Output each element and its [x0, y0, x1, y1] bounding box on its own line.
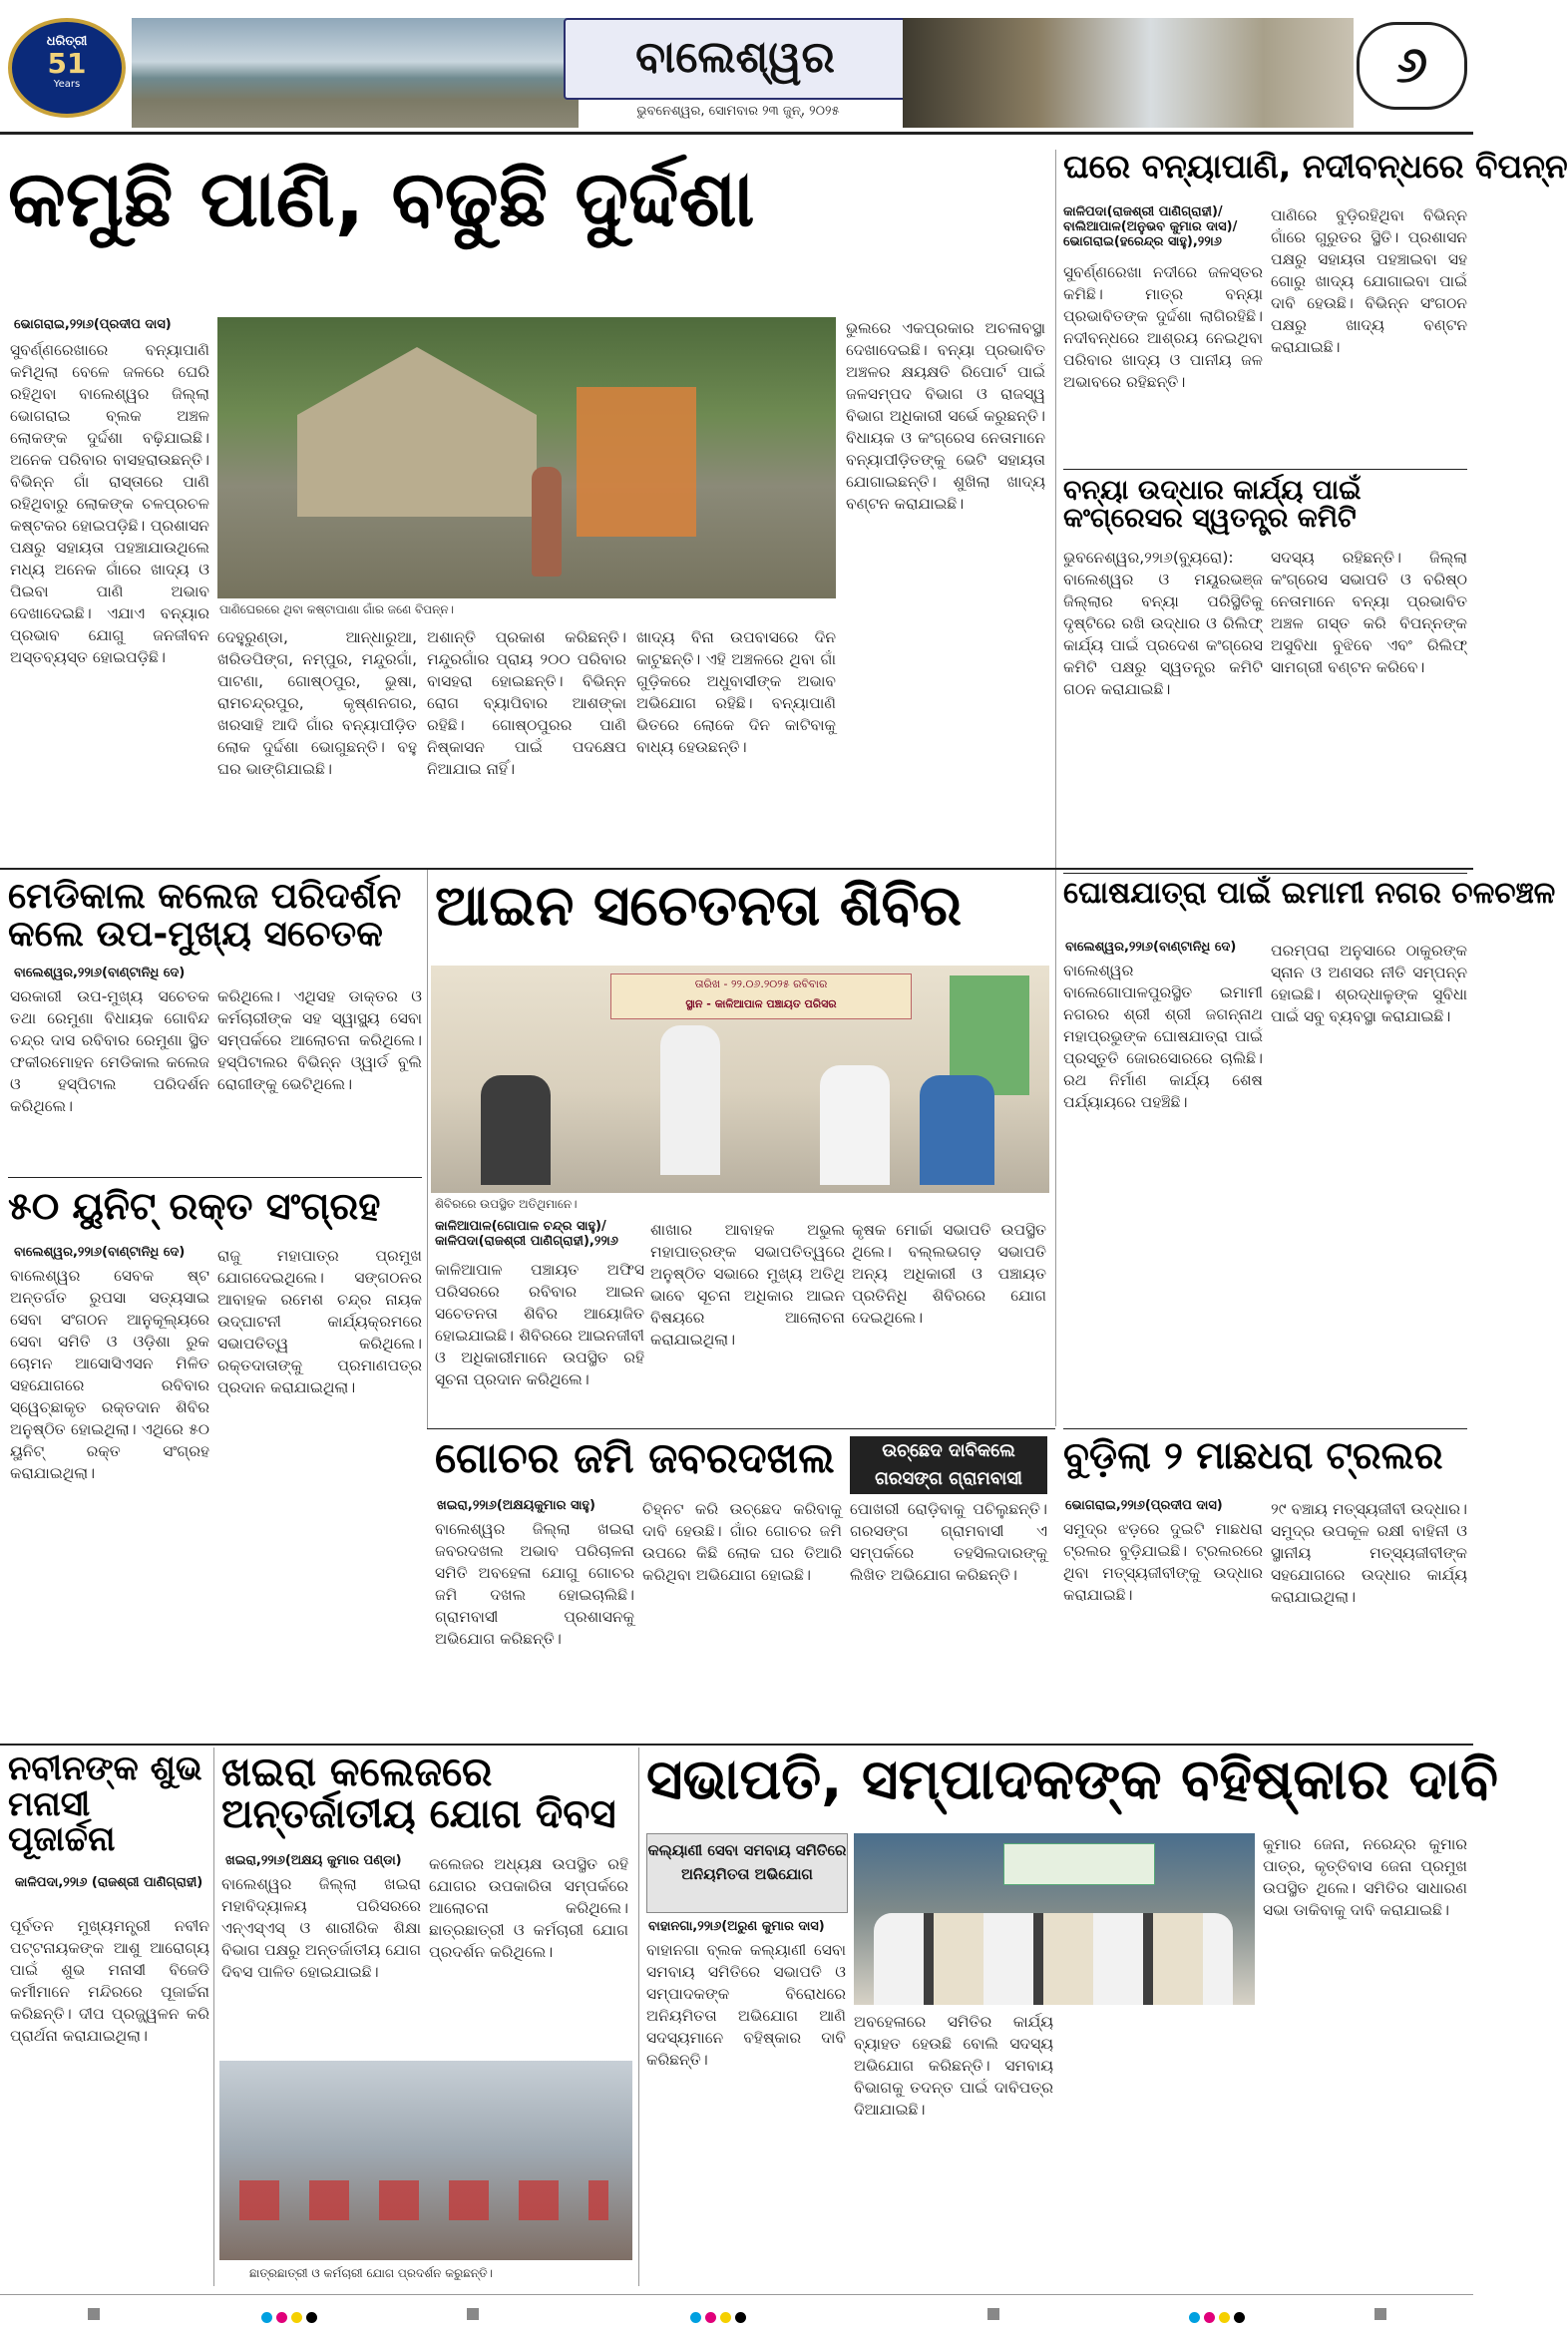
masthead-rule: [0, 132, 1473, 135]
yoga-column-1: ବାଲେଶ୍ୱର ଜିଲ୍ଲା ଖଇରା ମହାବିଦ୍ୟାଳୟ ପରିସରରେ ଏନ୍‌ଏସ୍‌ଏସ୍‌ ଓ ଶାରୀରିକ ଶିକ୍ଷା ବିଭାଗ ପକ୍ଷରୁ ଅନ୍ତର୍ଜାତୀୟ ଯୋଗ ଦିବସ ପାଳିତ ହୋଇଯାଇଛି।: [221, 1875, 422, 1981]
naveen-headline: ନବୀନଙ୍କ ଶୁଭ ମନାସୀ ପୂଜାର୍ଚ୍ଚନା: [8, 1749, 202, 1860]
legal-column-3: କୃଷକ ମୋର୍ଚ୍ଚା ସଭାପତି ଉପସ୍ଥିତ ଥିଲେ। ବଲ୍ଲଭଗଡ଼ ସଭାପତି ଅନ୍ୟ ଅଧିକାରୀ ଓ ପଞ୍ଚାୟତ ପ୍ରତିନିଧି ଶିବିରରେ ଯୋଗ ଦେଇଥିଲେ।: [852, 1221, 1046, 1327]
newspaper-logo: [8, 18, 126, 118]
boycott-byline: ବାହାନଗା,୨୨ା୬(ଅରୁଣ କୁମାର ଦାସ): [648, 1919, 825, 1934]
flood-photo-caption: ପାଣିଘେରରେ ଥିବା କଷ୍ଟାପାଣା ଗାଁର ଜଣେ ବିପନ୍ନ।: [219, 602, 455, 616]
ghosha-headline: ଘୋଷଯାତ୍ରା ପାଇଁ ଇମାମୀ ନଗର ଚଳଚଞ୍ଚଳ: [1063, 876, 1556, 911]
footer-registration-marks: [0, 2304, 1473, 2324]
yoga-photo: [219, 2061, 632, 2260]
logo-number: 51: [47, 47, 87, 80]
medical-column-1: ସରକାରୀ ଉପ-ମୁଖ୍ୟ ସଚେତକ ତଥା ରେମୁଣା ବିଧାୟକ ଗୋବିନ୍ଦ ଚନ୍ଦ୍ର ଦାସ ରବିବାର ରେମୁଣା ସ୍ଥିତ ଫକୀରମୋହନ ମେଡିକାଲ କଲେଜ ଓ ହସ୍ପିଟାଲ ପରିଦର୍ଶନ କରିଥିଲେ।: [10, 987, 209, 1115]
boycott-column-3: କୁମାର ଜେନା, ନରେନ୍ଦ୍ର କୁମାର ପାତ୍ର, କୃତ୍ତିବାସ ଜେନା ପ୍ରମୁଖ ଉପସ୍ଥିତ ଥିଲେ। ସମିତିର ସାଧାରଣ ସଭା ଡାକିବାକୁ ଦାବି କରାଯାଇଛି।: [1263, 1835, 1467, 1919]
row2-rule: [0, 868, 1473, 870]
camp-guest-left: [481, 1075, 551, 1185]
yellow-dot: [1219, 2312, 1230, 2323]
pasture-subhead: ଉଚ୍ଛେଦ ଦାବିକଲେ ଗରସଙ୍ଗ ଗ୍ରାମବାସୀ: [875, 1440, 1022, 1489]
black-dot: [306, 2312, 317, 2323]
camp-banner-place: ସ୍ଥାନ - କାଳିଆପାଳ ପଞ୍ଚାୟତ ପରିସର: [685, 997, 837, 1010]
congress-headline: ବନ୍ୟା ଉଦ୍ଧାର କାର୍ଯ୍ୟ ପାଇଁ କଂଗ୍ରେସର ସ୍ୱତନ୍ତ୍ର କମିଟି: [1063, 475, 1362, 535]
ghosha-byline: ବାଲେଶ୍ୱର,୨୨ା୬(ବାଣ୍ଟାନିଧି ଦେ): [1065, 940, 1237, 955]
boycott-headline: ସଭାପତି, ସମ୍ପାଦକଙ୍କ ବହିଷ୍କାର ଦାବି: [646, 1748, 1498, 1812]
congress-column-2: ସଦସ୍ୟ ରହିଛନ୍ତି। ଜିଲ୍ଲା କଂଗ୍ରେସ ସଭାପତି ଓ ବରିଷ୍ଠ ନେତାମାନେ ବନ୍ୟା ପ୍ରଭାବିତ ଅଞ୍ଚଳ ଗସ୍ତ କରି ବିପନ୍ନଙ୍କ ଅସୁବିଧା ବୁଝିବେ ଏବଂ ରିଲିଫ୍ ସାମଗ୍ରୀ ବଣ୍ଟନ କରିବେ।: [1271, 549, 1467, 676]
legal-column-1: କାଳିଆପାଳ ପଞ୍ଚାୟତ ଅଫିସ ପରିସରରେ ରବିବାର ଆଇନ ସଚେତନତା ଶିବିର ଆୟୋଜିତ ହୋଇଯାଇଛି। ଶିବିରରେ ଆଇନଜୀବୀ ଓ ଅଧିକାରୀମାନେ ଉପସ୍ଥିତ ରହି ସୂଚନା ପ୍ରଦାନ କରିଥିଲେ।: [435, 1261, 644, 1388]
right-column-divider: [1055, 150, 1056, 1426]
trawler-rule: [1063, 1428, 1467, 1429]
footer-rule: [0, 2294, 1473, 2295]
pasture-column-1: ବାଲେଶ୍ୱର ଜିଲ୍ଲା ଖଇରା ଜବରଦଖଲ ଅଭାବ ପରିଚାଳନା ସମିତି ଅବହେଳା ଯୋଗୁ ଗୋଚର ଜମି ଦଖଲ ହୋଇଚାଲିଛି। ଗ୍ରାମବାସୀ ପ୍ରଶାସନକୁ ଅଭିଯୋଗ କରିଛନ୍ତି।: [435, 1520, 634, 1648]
lead-column-4: ଖାଦ୍ୟ ବିନା ଉପବାସରେ ଦିନ କାଟୁଛନ୍ତି। ଏହି ଅଞ୍ଚଳରେ ଥିବା ଗାଁ ଗୁଡ଼ିକରେ ଅଧୁବାସୀଙ୍କ ଅଭାବ ଅଭିଯୋଗ ରହିଛି। ବନ୍ୟାପାଣି ଭିତରେ ଲୋକେ ଦିନ କାଟିବାକୁ ବାଧ୍ୟ ହେଉଛନ୍ତି।: [636, 628, 836, 756]
trawler-column-2: ୨୯ ବଞ୍ଚାୟ ମତ୍ସ୍ୟଜୀବୀ ଉଦ୍ଧାର। ସମୁଦ୍ର ଉପକୂଳ ରକ୍ଷୀ ବାହିନୀ ଓ ସ୍ଥାନୀୟ ମତ୍ସ୍ୟଜୀବୀଙ୍କ ସହଯୋଗରେ ଉଦ୍ଧାର କାର୍ଯ୍ୟ କରାଯାଇଥିଲା।: [1271, 1500, 1467, 1606]
cyan-dot: [690, 2312, 701, 2323]
legal-headline: ଆଇନ ସଚେତନତା ଶିବିର: [435, 874, 963, 939]
camp-banner-date: ତାରିଖ - ୨୨.୦୬.୨୦୨୫ ରବିବାର: [694, 977, 828, 990]
flood-photo-cloth: [577, 387, 696, 537]
logo-years: Years: [53, 79, 81, 90]
flood-story-column-2: ପାଣିରେ ବୁଡ଼ିରହିଥିବା ବିଭିନ୍ନ ଗାଁରେ ଗୁରୁତର ସ୍ଥିତି। ପ୍ରଶାସନ ପକ୍ଷରୁ ସହାୟତା ପହଞ୍ଚାଇବା ସହ ଗୋରୁ ଖାଦ୍ୟ ଯୋଗାଇବା ପାଇଁ ଦାବି ହେଉଛି। ବିଭିନ୍ନ ସଂଗଠନ ପକ୍ଷରୁ ଖାଦ୍ୟ ବଣ୍ଟନ କରାଯାଇଛି।: [1271, 206, 1467, 356]
pasture-byline: ଖଇରା,୨୨ା୬(ଅକ୍ଷୟକୁମାର ସାହୁ): [437, 1498, 595, 1513]
blood-headline: ୫୦ ୟୁନିଟ୍ ରକ୍ତ ସଂଗ୍ରହ: [8, 1184, 381, 1228]
boycott-subhead: କଲ୍ୟାଣୀ ସେବା ସମବାୟ ସମିତିରେ ଅନିୟମିତତା ଅଭିଯୋଗ: [647, 1841, 847, 1883]
color-marks-3: [1187, 2308, 1247, 2327]
yellow-dot: [291, 2312, 302, 2323]
camp-guest-mid: [820, 1065, 890, 1185]
pasture-column-3: ପୋଖରୀ ରୋଡ଼ିବାକୁ ପଚିଲୁଛନ୍ତି। ଗରସଙ୍ଗ ଗ୍ରାମବାସୀ ଏ ସମ୍ପର୍କରେ ତହସିଲଦାରଙ୍କୁ ଲିଖିତ ଅଭିଯୋଗ କରିଛନ୍ତି।: [850, 1500, 1047, 1584]
yoga-headline: ଖଇରା କଲେଜରେ ଅନ୍ତର୍ଜାତୀୟ ଯୋଗ ଦିବସ: [221, 1750, 616, 1837]
boycott-column-1: ବାହାନଗା ବ୍ଲକ କଲ୍ୟାଣୀ ସେବା ସମବାୟ ସମିତିରେ ସଭାପତି ଓ ସମ୍ପାଦକଙ୍କ ବିରୋଧରେ ଅନିୟମିତତା ଅଭିଯୋଗ ଆଣି ସଦସ୍ୟମାନେ ବହିଷ୍କାର ଦାବି କରିଛନ୍ତି।: [646, 1941, 846, 2069]
legal-photo-caption: ଶିବିରରେ ଉପସ୍ଥିତ ଅତିଥିମାନେ।: [435, 1197, 578, 1211]
section-tab: [564, 18, 907, 100]
black-dot: [1234, 2312, 1245, 2323]
lead-headline: କମୁଛି ପାଣି, ବଢୁଛି ଦୁର୍ଦ୍ଦଶା: [8, 155, 755, 244]
medical-headline: ମେଡିକାଲ କଲେଜ ପରିଦର୍ଶନ କଲେ ଉପ-ମୁଖ୍ୟ ସଚେତକ: [8, 876, 402, 955]
flood-photo-hut: [297, 347, 537, 517]
legal-column-2: ଶାଖାର ଆବାହକ ଅଭୁଲ ମହାପାତ୍ରଙ୍କ ସଭାପତିତ୍ୱରେ ଅନୁଷ୍ଠିତ ସଭାରେ ମୁଖ୍ୟ ଅତିଥି ଭାବେ ସୂଚନା ଅଧିକାର ଆଇନ ବିଷୟରେ ଆଲୋଚନା କରାଯାଇଥିଲା।: [650, 1221, 845, 1349]
color-marks-2: [688, 2308, 748, 2327]
dateline: ଭୁବନେଶ୍ୱର, ସୋମବାର ୨୩ ଜୁନ୍, ୨୦୨୫: [636, 104, 840, 119]
lead-column-5: ଭୁଲରେ ଏକପ୍ରକାର ଅଚଳାବସ୍ଥା ଦେଖାଦେଇଛି। ବନ୍ୟା ପ୍ରଭାବିତ ଅଞ୍ଚଳର କ୍ଷୟକ୍ଷତି ରିପୋର୍ଟ ପାଇଁ ଜଳସମ୍ପଦ ବିଭାଗ ଓ ରାଜସ୍ୱ ବିଭାଗ ଅଧିକାରୀ ସର୍ଭେ କରୁଛନ୍ତି। ବିଧାୟକ ଓ କଂଗ୍ରେସ ନେତାମାନେ ବନ୍ୟାପୀଡ଼ିତଙ୍କୁ ଭେଟି ସହାୟତା ଯୋଗାଇଛନ୍ତି। ଶୁଖିଲା ଖାଦ୍ୟ ବଣ୍ଟନ କରାଯାଇଛି।: [846, 319, 1045, 513]
black-dot: [735, 2312, 746, 2323]
registration-block-mid2: [987, 2308, 999, 2320]
magenta-dot: [705, 2312, 716, 2323]
blood-byline: ବାଲେଶ୍ୱର,୨୨ା୬(ବାଣ୍ଟାନିଧି ଦେ): [14, 1245, 186, 1260]
yoga-photo-caption: ଛାତ୍ରଛାତ୍ରୀ ଓ କର୍ମଚାରୀ ଯୋଗ ପ୍ରଦର୍ଶନ କରୁଛନ୍ତି।: [249, 2266, 494, 2280]
boycott-banner: [1003, 1843, 1155, 1885]
boycott-left-divider: [638, 1748, 639, 2286]
lead-byline: ଭୋଗରାଇ,୨୨ା୬(ପ୍ରଦୀପ ଦାସ): [14, 317, 172, 332]
registration-block-left: [88, 2308, 100, 2320]
ghosha-column-1: ବାଲେଶ୍ୱର ବାଲେଗୋପାଳପୁରସ୍ଥିତ ଇମାମୀ ନଗରର ଶ୍ରୀ ଶ୍ରୀ ଜଗନ୍ନାଥ ମହାପ୍ରଭୁଙ୍କ ଘୋଷଯାତ୍ରା ପାଇଁ ପ୍ରସ୍ତୁତି ଜୋରସୋରରେ ଚାଲିଛି। ରଥ ନିର୍ମାଣ କାର୍ଯ୍ୟ ଶେଷ ପର୍ଯ୍ୟାୟରେ ପହଞ୍ଚିଛି।: [1063, 962, 1263, 1111]
lead-column-2: ଦେହୁରୁଣ୍ଡା, ଆନ୍ଧାରୁଆ, ଖରିଡପିଙ୍ଗ, ନମ୍ପୁର, ମନ୍ଦୁରଗାଁ, ପାଟଣା, ଗୋଷ୍ଠପୁର, ଭୁଷା, ରାମଚନ୍ଦ୍ରପୁର, କୃଷ୍ଣନଗର, ଖରସାହି ଆଦି ଗାଁର ବନ୍ୟାପୀଡ଼ିତ ଲୋକ ଦୁର୍ଦ୍ଦଶା ଭୋଗୁଛନ୍ତି। ବହୁ ଘର ଭାଙ୍ଗିଯାଇଛି।: [217, 628, 417, 778]
medical-column-2: କରିଥିଲେ। ଏଥିସହ ଡାକ୍ତର ଓ କର୍ମଚାରୀଙ୍କ ସହ ସ୍ୱାସ୍ଥ୍ୟ ସେବା ସମ୍ପର୍କରେ ଆଲୋଚନା କରିଥିଲେ। ହସ୍ପିଟାଲର ବିଭିନ୍ନ ଓ୍ୱାର୍ଡ ବୁଲି ରୋଗୀଙ୍କୁ ଭେଟିଥିଲେ।: [217, 987, 422, 1093]
pasture-rule: [427, 1428, 1055, 1429]
ghosha-rule: [1063, 873, 1467, 874]
legal-left-divider: [427, 870, 428, 1428]
congress-rule: [1063, 469, 1467, 470]
yellow-dot: [720, 2312, 731, 2323]
blood-rule: [8, 1177, 422, 1178]
flood-story-byline: କାଳିପଦା(ରାଜଶ୍ରୀ ପାଣିଗ୍ରାହୀ)/ ବାଲିଆପାଳ(ଅନୁଭବ କୁମାର ଦାସ)/ ଭୋଗରାଇ(ହରେନ୍ଦ୍ର ସାହୁ),୨୨ା୬: [1063, 204, 1238, 249]
legal-camp-photo: [431, 966, 1049, 1193]
cyan-dot: [1189, 2312, 1200, 2323]
flood-story-column-1: ସୁବର୍ଣ୍ଣରେଖା ନଦୀରେ ଜଳସ୍ତର କମିଛି। ମାତ୍ର ବନ୍ୟା ପ୍ରଭାବିତଙ୍କ ଦୁର୍ଦ୍ଦଶା ଲାଗିରହିଛି। ନଦୀବନ୍ଧରେ ଆଶ୍ରୟ ନେଇଥିବା ପରିବାର ଖାଦ୍ୟ ଓ ପାନୀୟ ଜଳ ଅଭାବରେ ରହିଛନ୍ତି।: [1063, 263, 1263, 391]
trawler-byline: ଭୋଗରାଇ,୨୨ା୬(ପ୍ରଦୀପ ଦାସ): [1065, 1498, 1223, 1513]
boycott-column-2: ଅବହେଳାରେ ସମିତିର କାର୍ଯ୍ୟ ବ୍ୟାହତ ହେଉଛି ବୋଲି ସଦସ୍ୟ ଅଭିଯୋଗ କରିଛନ୍ତି। ସମବାୟ ବିଭାଗକୁ ତଦନ୍ତ ପାଇଁ ଦାବିପତ୍ର ଦିଆଯାଇଛି।: [854, 2013, 1053, 2119]
masthead: [0, 0, 1473, 130]
yoga-byline: ଖଇରା,୨୨ା୬(ଅକ୍ଷୟ କୁମାର ପଣ୍ଡା): [225, 1853, 402, 1868]
blood-column-2: ରାଜୁ ମହାପାତ୍ର ପ୍ରମୁଖ ଯୋଗଦେଇଥିଲେ। ସଙ୍ଗଠନର ଆବାହକ ରମେଶ ଚନ୍ଦ୍ର ନାୟକ ଉଦ୍‌ଘାଟନୀ କାର୍ଯ୍ୟକ୍ରମରେ ସଭାପତିତ୍ୱ କରିଥିଲେ। ରକ୍ତଦାତାଙ୍କୁ ପ୍ରମାଣପତ୍ର ପ୍ରଦାନ କରାଯାଇଥିଲା।: [217, 1247, 422, 1396]
page-number-badge: [1357, 22, 1467, 110]
boycott-people: [874, 1913, 1233, 2005]
trawler-headline: ବୁଡ଼ିଲା ୨ ମାଛଧରା ଟ୍ରଲର: [1063, 1433, 1443, 1477]
camp-speaker: [660, 1025, 720, 1175]
yoga-photo-mats: [239, 2180, 608, 2220]
registration-block-mid: [467, 2308, 479, 2320]
medical-byline: ବାଲେଶ୍ୱର,୨୨ା୬(ବାଣ୍ଟାନିଧି ଦେ): [14, 966, 186, 980]
pasture-subhead-box: [850, 1436, 1047, 1494]
boycott-subhead-box: [646, 1833, 848, 1913]
boycott-photo: [854, 1833, 1255, 2005]
camp-banner: [610, 973, 912, 1019]
magenta-dot: [1204, 2312, 1215, 2323]
flood-photo: [217, 317, 836, 598]
temple-photo: [903, 18, 1354, 128]
page-number: ୬: [1395, 36, 1428, 94]
beach-photo: [132, 18, 579, 128]
camp-guest-right: [920, 1075, 994, 1185]
yoga-left-divider: [213, 1748, 214, 2286]
naveen-column-1: ପୂର୍ବତନ ମୁଖ୍ୟମନ୍ତ୍ରୀ ନବୀନ ପଟ୍ଟନାୟକଙ୍କ ଆଶୁ ଆରୋଗ୍ୟ ପାଇଁ ଶୁଭ ମନାସୀ ବିଜେଡି କର୍ମୀମାନେ ମନ୍ଦିରରେ ପୂଜାର୍ଚ୍ଚନା କରିଛନ୍ତି। ଦୀପ ପ୍ରଜ୍ଜ୍ୱଳନ କରି ପ୍ରାର୍ଥନା କରାଯାଇଥିଲା।: [10, 1917, 209, 2045]
lead-column-1: ସୁବର୍ଣ୍ଣରେଖାରେ ବନ୍ୟାପାଣି କମିଥିଲା ବେଳେ ଜଳରେ ଘେରି ରହିଥିବା ବାଲେଶ୍ୱର ଜିଲ୍ଲା ଭୋଗରାଇ ବ୍ଲକ ଅଞ୍ଚଳ ଲୋକଙ୍କ ଦୁର୍ଦ୍ଦଶା ବଢ଼ିଯାଇଛି। ଅନେକ ପରିବାର ବାସହରାଉଛନ୍ତି। ବିଭିନ୍ନ ଗାଁ ରାସ୍ତାରେ ପାଣି ରହିଥିବାରୁ ଲୋକଙ୍କ ଚଳପ୍ରଚଳ କଷ୍ଟକର ହୋଇପଡ଼ିଛି। ପ୍ରଶାସନ ପକ୍ଷରୁ ସହାୟତା ପହଞ୍ଚାଯାଉଥିଲେ ମଧ୍ୟ ଅନେକ ଗାଁରେ ଖାଦ୍ୟ ଓ ପିଇବା ପାଣି ଅଭାବ ଦେଖାଦେଇଛି। ଏଯାଏ ବନ୍ୟାର ପ୍ରଭାବ ଯୋଗୁ ଜନଜୀବନ ଅସ୍ତବ୍ୟସ୍ତ ହୋଇପଡ଼ିଛି।: [10, 341, 209, 666]
registration-block-right: [1374, 2308, 1386, 2320]
pasture-column-2: ଚିହ୍ନଟ କରି ଉଚ୍ଛେଦ କରିବାକୁ ଦାବି ହେଉଛି। ଗାଁର ଗୋଚର ଜମି ଉପରେ କିଛି ଲୋକ ଘର ତିଆରି କରିଥିବା ଅଭିଯୋଗ ହୋଇଛି।: [642, 1500, 842, 1584]
flood-photo-person: [532, 467, 562, 577]
flood-story-headline: ଘରେ ବନ୍ୟାପାଣି, ନଦୀବନ୍ଧରେ ବିପନ୍ନ: [1063, 147, 1568, 186]
pasture-headline: ଗୋଚର ଜମି ଜବରଦଖଲ: [435, 1433, 835, 1482]
naveen-byline: କାଳିପଦା,୨୨ା୬ (ରାଜଶ୍ରୀ ପାଣିଗ୍ରାହୀ): [14, 1875, 203, 1890]
section-title: ବାଲେଶ୍ୱର: [635, 32, 835, 83]
row4-rule: [0, 1744, 1473, 1746]
lead-column-3: ଅଶାନ୍ତି ପ୍ରକାଶ କରିଛନ୍ତି। ମନ୍ଦୁରଗାଁର ପ୍ରାୟ ୨୦୦ ପରିବାର ବାସହରା ହୋଇଛନ୍ତି। ବିଭିନ୍ନ ରୋଗ ବ୍ୟାପିବାର ଆଶଙ୍କା ରହିଛି। ଗୋଷ୍ଠପୁରର ପାଣି ନିଷ୍କାସନ ପାଇଁ ପଦକ୍ଷେପ ନିଆଯାଇ ନାହିଁ।: [427, 628, 626, 778]
yoga-column-2: କଲେଜର ଅଧ୍ୟକ୍ଷ ଉପସ୍ଥିତ ରହି ଯୋଗର ଉପକାରିତା ସମ୍ପର୍କରେ ଆଲୋଚନା କରିଥିଲେ। ଛାତ୍ରଛାତ୍ରୀ ଓ କର୍ମଚାରୀ ଯୋଗ ପ୍ରଦର୍ଶନ କରିଥିଲେ।: [429, 1855, 628, 1961]
trawler-column-1: ସମୁଦ୍ର ଝଡ଼ରେ ଦୁଇଟି ମାଛଧରା ଟ୍ରଲର ବୁଡ଼ିଯାଇଛି। ଟ୍ରଲରରେ ଥିବା ମତ୍ସ୍ୟଜୀବୀଙ୍କୁ ଉଦ୍ଧାର କରାଯାଇଛି।: [1063, 1520, 1263, 1604]
logo-title: ଧରିତ୍ରୀ: [46, 34, 88, 49]
blood-column-1: ବାଲେଶ୍ୱର ସେବକ ଷ୍ଟ ଅନ୍ତର୍ଗତ ରୁପସା ସତ୍ୟସାଇ ସେବା ସଂଗଠନ ଆନୁକୂଲ୍ୟରେ ସେବା ସମିତି ଓ ଓଡ଼ିଶା ରୁକ ଚୋମନ ଆସୋସିଏସନ ମିଳିତ ସହଯୋଗରେ ରବିବାର ସ୍ୱେଚ୍ଛାକୃତ ରକ୍ତଦାନ ଶିବିର ଅନୁଷ୍ଠିତ ହୋଇଥିଲା। ଏଥିରେ ୫୦ ୟୁନିଟ୍ ରକ୍ତ ସଂଗ୍ରହ କରାଯାଇଥିଲା।: [10, 1267, 209, 1482]
color-marks-1: [259, 2308, 319, 2327]
ghosha-column-2: ପରମ୍ପରା ଅନୁସାରେ ଠାକୁରଙ୍କ ସ୍ନାନ ଓ ଅଣସର ନୀତି ସମ୍ପନ୍ନ ହୋଇଛି। ଶ୍ରଦ୍ଧାଳୁଙ୍କ ସୁବିଧା ପାଇଁ ସବୁ ବ୍ୟବସ୍ଥା କରାଯାଇଛି।: [1271, 942, 1467, 1025]
congress-column-1: ଭୁବନେଶ୍ୱର,୨୨ା୬(ବ୍ୟୁରୋ): ବାଲେଶ୍ୱର ଓ ମୟୂରଭଞ୍ଜ ଜିଲ୍ଲାର ବନ୍ୟା ପରିସ୍ଥିତିକୁ ଦୃଷ୍ଟିରେ ରଖି ଉଦ୍ଧାର ଓ ରିଲିଫ୍ କାର୍ଯ୍ୟ ପାଇଁ ପ୍ରଦେଶ କଂଗ୍ରେସ କମିଟି ପକ୍ଷରୁ ସ୍ୱତନ୍ତ୍ର କମିଟି ଗଠନ କରାଯାଇଛି।: [1063, 549, 1263, 698]
cyan-dot: [261, 2312, 272, 2323]
legal-byline: କାଳିଆପାଳ(ଗୋପାଳ ଚନ୍ଦ୍ର ସାହୁ)/ କାଳିପଦା(ରାଜଶ୍ରୀ ପାଣିଗ୍ରାହୀ),୨୨ା୬: [435, 1219, 618, 1249]
magenta-dot: [276, 2312, 287, 2323]
